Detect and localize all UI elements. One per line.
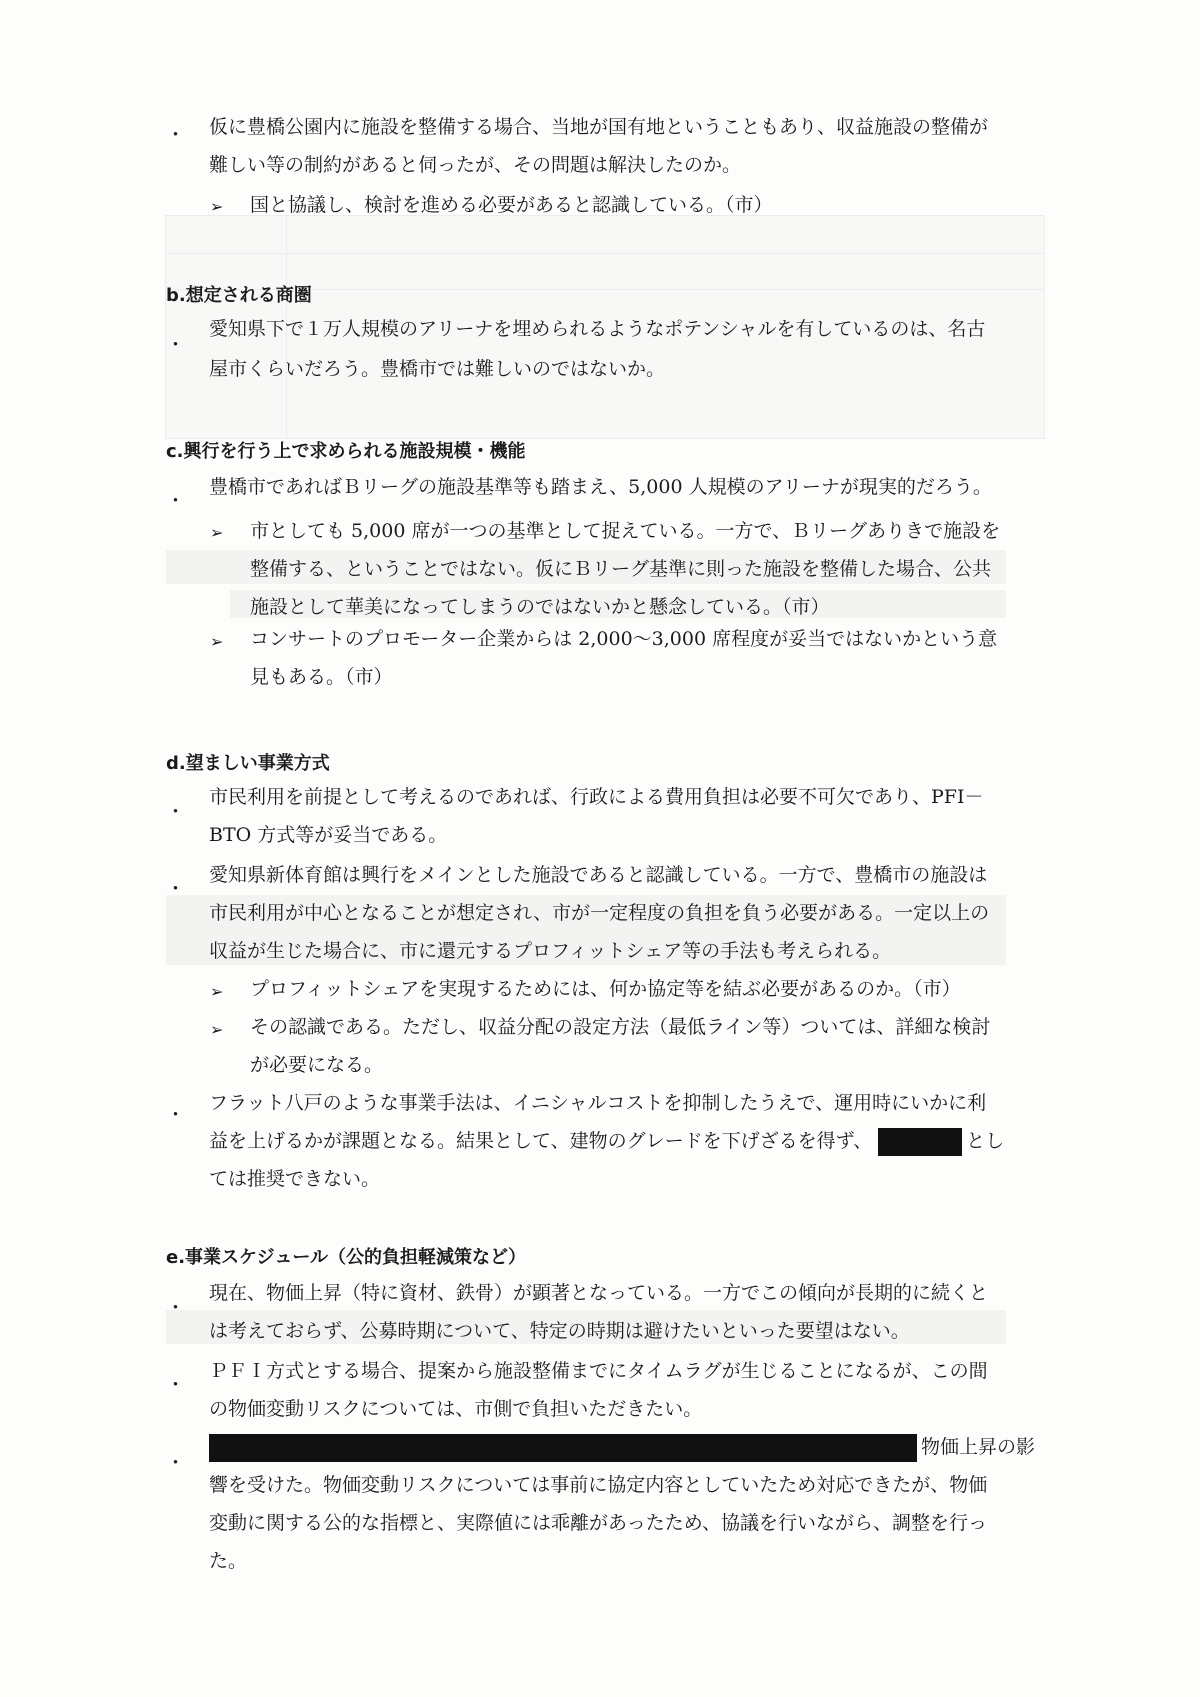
text-line: 見もある。（市） [250, 666, 393, 688]
text-segment: とし [966, 1130, 1005, 1152]
arrow-bullet-icon: ➢ [210, 1020, 224, 1039]
text-line: 市民利用を前提として考えるのであれば、行政による費用負担は必要不可欠であり、PFI－ [209, 786, 984, 808]
text-segment: 益を上げるかが課題となる。結果として、建物のグレードを下げざるを得ず、 [209, 1130, 873, 1152]
text-line: 仮に豊橋公園内に施設を整備する場合、当地が国有地ということもあり、収益施設の整備が [209, 116, 989, 138]
bullet-marker: ・ [166, 878, 186, 900]
redaction-block [209, 1434, 917, 1462]
bullet-marker: ・ [166, 1452, 186, 1474]
text-line: 変動に関する公的な指標と、実際値には乖離があったため、協議を行いながら、調整を行っ [209, 1512, 988, 1534]
text-line: が必要になる。 [250, 1054, 384, 1076]
text-line-with-redaction [209, 1122, 1004, 1160]
text-line: 屋市くらいだろう。豊橋市では難しいのではないか。 [209, 358, 666, 380]
text-line: 整備する、ということではない。仮にＢリーグ基準に則った施設を整備した場合、公共 [250, 558, 992, 580]
bullet-marker: ・ [166, 334, 186, 356]
text-line: 豊橋市であればＢリーグの施設基準等も踏まえ、5,000 人規模のアリーナが現実的だろう。 [209, 476, 992, 498]
bullet-marker: ・ [166, 1297, 186, 1319]
bullet-marker: ・ [166, 801, 186, 823]
text-line: 施設として華美になってしまうのではないかと懸念している。（市） [250, 596, 830, 618]
bullet-marker: ・ [166, 490, 186, 512]
section-heading: b.想定される商圏 [166, 285, 312, 306]
arrow-bullet-icon: ➢ [210, 632, 224, 651]
text-line: ては推奨できない。 [209, 1168, 381, 1190]
text-line: の物価変動リスクについては、市側で負担いただきたい。 [209, 1398, 703, 1420]
redaction-block [878, 1128, 962, 1156]
text-line: 収益が生じた場合に、市に還元するプロフィットシェア等の手法も考えられる。 [209, 940, 892, 962]
arrow-bullet-icon: ➢ [210, 523, 224, 542]
text-line: その認識である。ただし、収益分配の設定方法（最低ライン等）ついては、詳細な検討 [250, 1016, 991, 1038]
bullet-marker: ・ [166, 124, 186, 146]
text-line: プロフィットシェアを実現するためには、何か協定等を結ぶ必要があるのか。（市） [250, 978, 961, 1000]
text-segment: 物価上昇の影 [921, 1436, 1036, 1458]
text-line: BTO 方式等が妥当である。 [209, 824, 448, 846]
section-heading: e.事業スケジュール（公的負担軽減策など） [166, 1247, 526, 1268]
text-line: ＰＦＩ方式とする場合、提案から施設整備までにタイムラグが生じることになるが、この間 [209, 1360, 988, 1382]
section-heading: d.望ましい事業方式 [166, 753, 330, 774]
bullet-marker: ・ [166, 1374, 186, 1396]
arrow-bullet-icon: ➢ [210, 982, 224, 1001]
text-line: 現在、物価上昇（特に資材、鉄骨）が顕著となっている。一方でこの傾向が長期的に続くと [209, 1282, 989, 1304]
bullet-marker: ・ [166, 1104, 186, 1126]
text-line: 市民利用が中心となることが想定され、市が一定程度の負担を負う必要がある。一定以上の [209, 902, 990, 924]
section-heading: c.興行を行う上で求められる施設規模・機能 [166, 441, 526, 462]
text-line: 愛知県新体育館は興行をメインとした施設であると認識している。一方で、豊橋市の施設は [209, 864, 988, 886]
text-line: 響を受けた。物価変動リスクについては事前に協定内容としていたため対応できたが、物価 [209, 1474, 988, 1496]
text-line: 難しい等の制約があると伺ったが、その問題は解決したのか。 [209, 154, 742, 176]
arrow-bullet-icon: ➢ [210, 197, 224, 216]
text-line: コンサートのプロモーター企業からは 2,000～3,000 席程度が妥当ではないかという意 [250, 628, 998, 650]
text-line: 愛知県下で１万人規模のアリーナを埋められるようなポテンシャルを有しているのは、名古 [209, 318, 986, 340]
text-line: た。 [209, 1550, 248, 1572]
text-line: 国と協議し、検討を進める必要があると認識している。（市） [250, 194, 773, 216]
text-line: 市としても 5,000 席が一つの基準として捉えている。一方で、Ｂリーグありきで施設を [250, 520, 1001, 542]
text-line: は考えておらず、公募時期について、特定の時期は避けたいといった要望はない。 [209, 1320, 910, 1342]
text-line: フラット八戸のような事業手法は、イニシャルコストを抑制したうえで、運用時にいかに利 [209, 1092, 987, 1114]
text-line-with-redaction [209, 1428, 1035, 1466]
